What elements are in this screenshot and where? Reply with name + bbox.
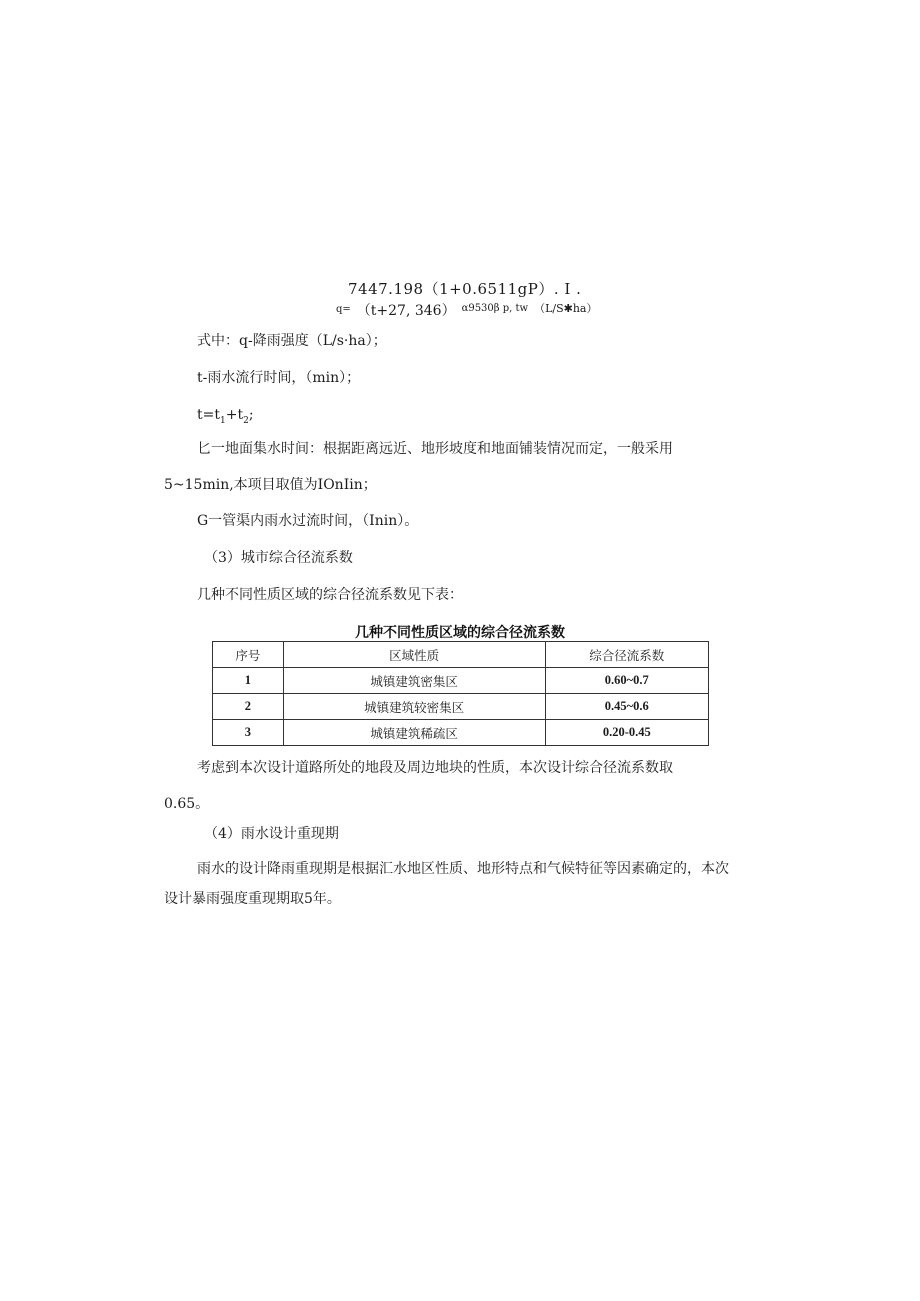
conclusion-line1: 考虑到本次设计道路所处的地段及周边地块的性质，本次设计综合径流系数取 bbox=[197, 760, 673, 776]
t-sum-sub1: 1 bbox=[219, 415, 226, 426]
section4-heading: （4）雨水设计重现期 bbox=[204, 826, 339, 842]
t-sum-sub2: 2 bbox=[243, 415, 249, 426]
definition-t2: G一管渠内雨水过流时间，（Inin）。 bbox=[197, 513, 419, 529]
definition-t1-line2: 5~15min,本项目取值为IOnIin； bbox=[164, 477, 377, 493]
runoff-coefficient-table bbox=[212, 641, 709, 746]
table-cell: 1 bbox=[213, 668, 284, 694]
section3-heading: （3）城市综合径流系数 bbox=[204, 550, 353, 566]
table-cell: 0.45~0.6 bbox=[545, 694, 708, 720]
table-row bbox=[213, 694, 709, 720]
table-cell: 城镇建筑较密集区 bbox=[283, 694, 545, 720]
table-row bbox=[213, 720, 709, 746]
t-sum-end: ; bbox=[248, 407, 254, 423]
formula-denominator-line bbox=[336, 300, 597, 320]
section3-intro: 几种不同性质区域的综合径流系数见下表： bbox=[197, 587, 463, 603]
definition-q: 式中：q-降雨强度（L/s·ha）； bbox=[197, 333, 387, 349]
t-sum-plus: +t bbox=[225, 407, 244, 423]
table-cell: 3 bbox=[213, 720, 284, 746]
section4-line2: 设计暴雨强度重现期取5年。 bbox=[164, 891, 341, 907]
formula-denominator: （t+27, 346） bbox=[356, 303, 456, 319]
formula-unit: （L/S✱ha） bbox=[534, 302, 598, 315]
table-cell: 2 bbox=[213, 694, 284, 720]
table-header-cell: 序号 bbox=[213, 642, 284, 668]
definition-t-sum bbox=[197, 406, 254, 430]
conclusion-line2: 0.65。 bbox=[164, 796, 210, 812]
formula-q-label: q= bbox=[336, 304, 351, 315]
table-cell: 城镇建筑稀疏区 bbox=[283, 720, 545, 746]
table-header-cell: 区域性质 bbox=[283, 642, 545, 668]
table-title: 几种不同性质区域的综合径流系数 bbox=[355, 625, 565, 641]
table-cell: 0.60~0.7 bbox=[545, 668, 708, 694]
table-header-row bbox=[213, 642, 709, 668]
section4-line1: 雨水的设计降雨重现期是根据汇水地区性质、地形特点和气候特征等因素确定的，本次 bbox=[197, 861, 729, 877]
definition-t: t-雨水流行时间，（min）； bbox=[197, 370, 361, 386]
definition-t1-line1: 匕一地面集水时间：根据距离远近、地形坡度和地面铺装情况而定，一般采用 bbox=[197, 441, 673, 457]
table-row bbox=[213, 668, 709, 694]
formula-numerator: 7447.198（1+0.6511gP）. I . bbox=[348, 280, 582, 298]
table-header-cell: 综合径流系数 bbox=[545, 642, 708, 668]
t-sum-base: t=t bbox=[197, 407, 220, 423]
table-cell: 0.20-0.45 bbox=[545, 720, 708, 746]
table-cell: 城镇建筑密集区 bbox=[283, 668, 545, 694]
formula-exponent: α9530β p, tw bbox=[461, 303, 529, 314]
